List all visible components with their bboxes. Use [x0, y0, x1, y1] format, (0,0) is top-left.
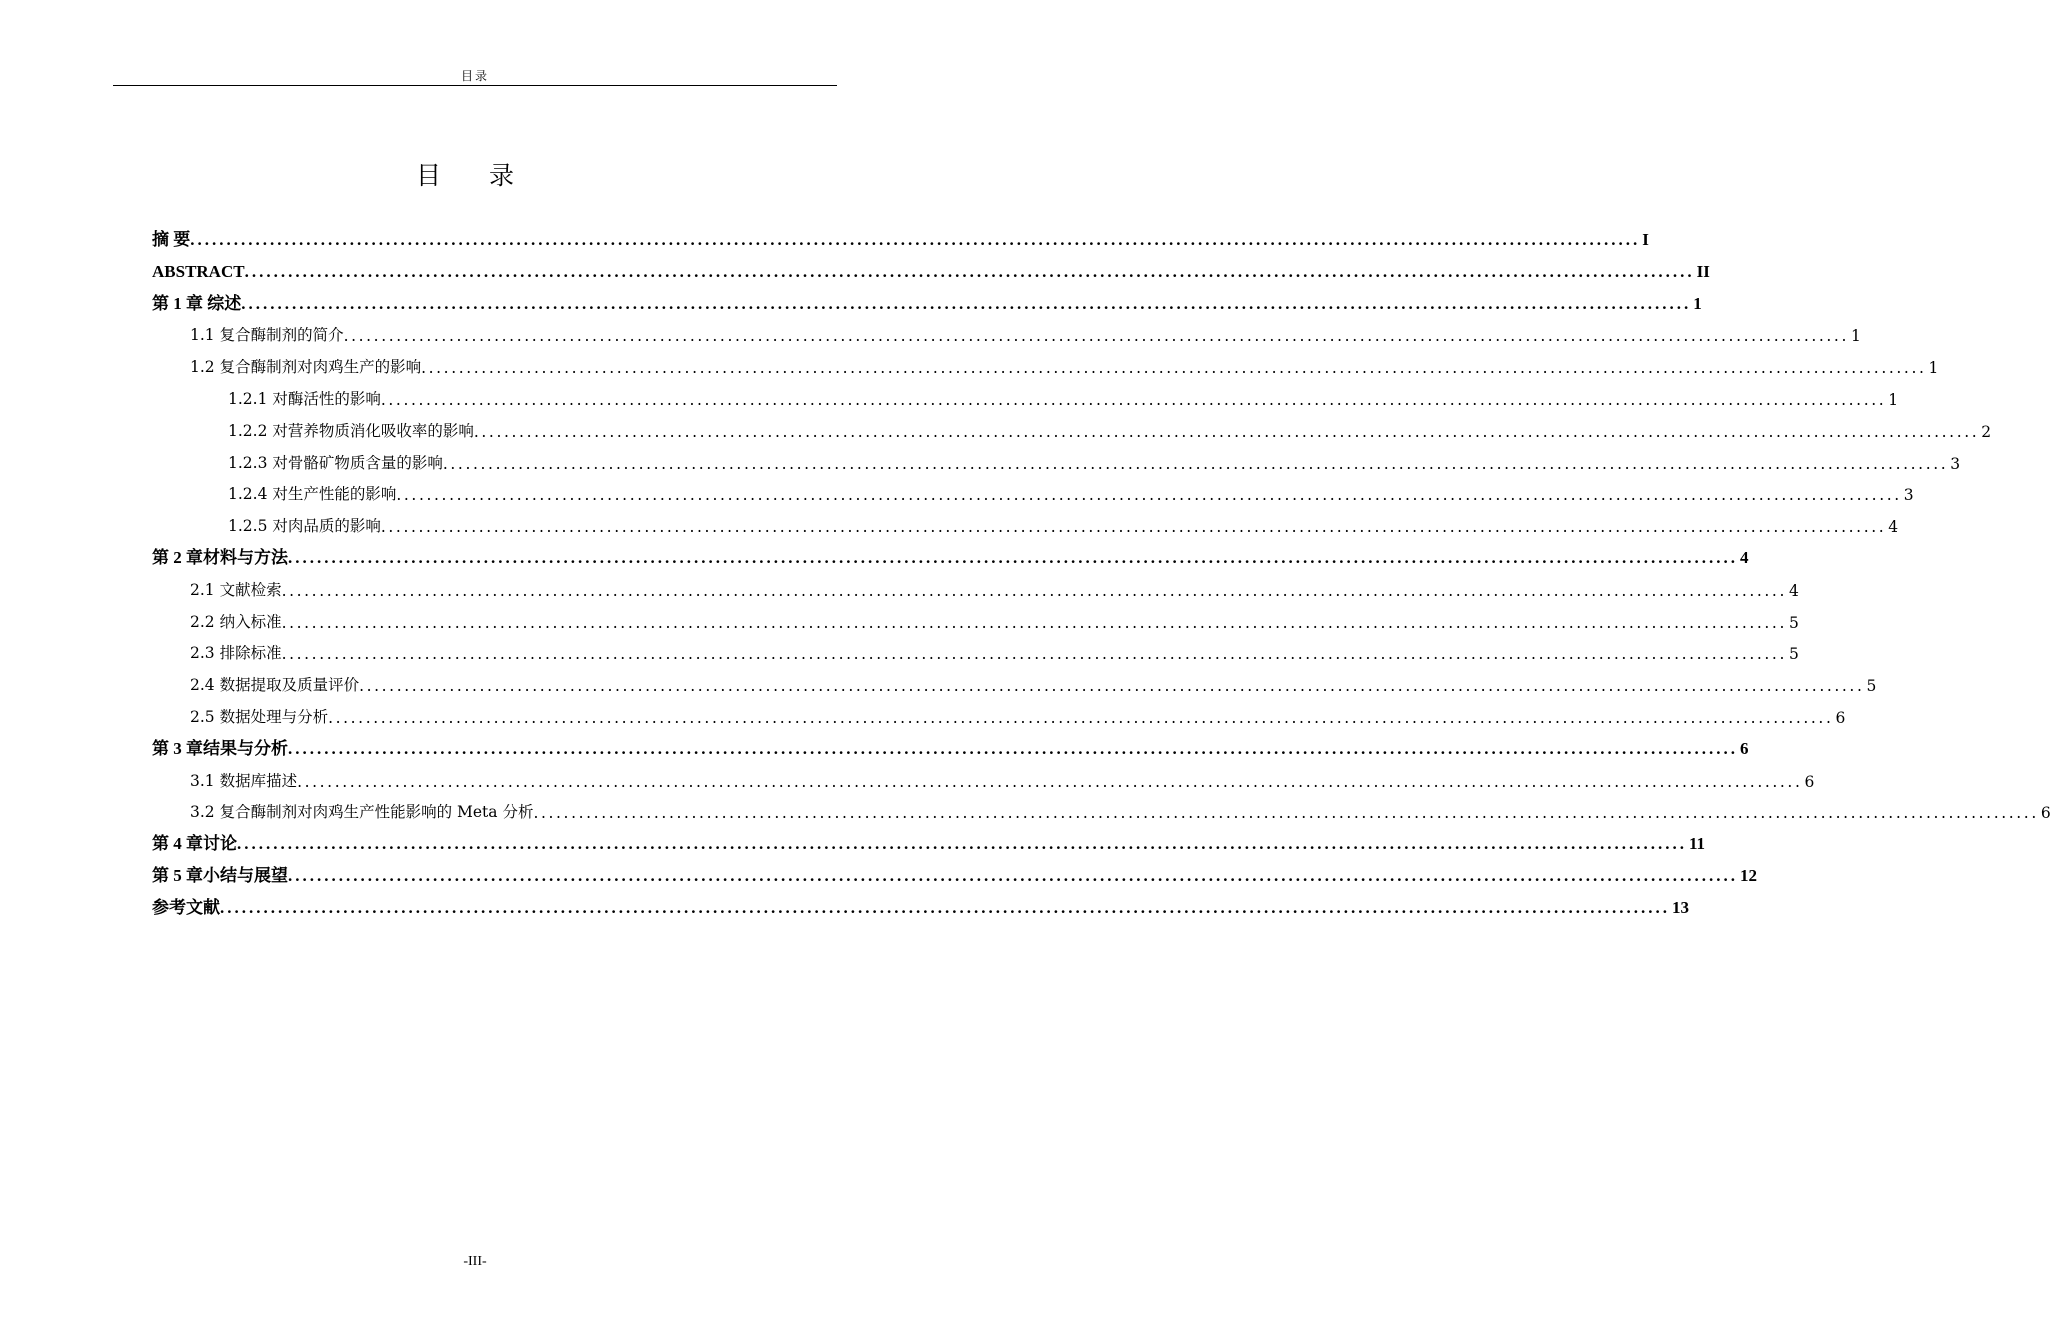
- toc-dot-leader: ........................................................................................................................................................................................................: [328, 709, 1834, 727]
- toc-entry[interactable]: [152, 572, 1799, 600]
- toc-entry-page-number: 5: [1866, 677, 1877, 696]
- toc-entry[interactable]: [152, 667, 1877, 696]
- toc-entry-label: 第 5 章小结与展望: [152, 866, 288, 885]
- toc-entry-label: 1.2.4 对生产性能的影响: [228, 485, 397, 504]
- toc-entry[interactable]: [152, 222, 1649, 250]
- toc-dot-leader: ........................................................................................................................................................................................................: [380, 391, 1887, 409]
- toc-entry[interactable]: [152, 254, 1710, 282]
- toc-entry-label: 2.4 数据提取及质量评价: [190, 676, 360, 695]
- toc-entry-page-number: 6: [1804, 772, 1815, 791]
- toc-entry-label: ABSTRACT: [152, 261, 245, 281]
- toc-entry-label: 2.2 纳入标准: [190, 612, 282, 631]
- toc-entry-page-number: 1: [1888, 391, 1899, 409]
- running-header: 目录: [113, 68, 837, 86]
- toc-title: 目 录: [416, 161, 534, 190]
- toc-dot-leader: ........................................................................................................................................................................................................: [297, 772, 1803, 791]
- toc-entry-page-number: 4: [1740, 548, 1749, 567]
- toc-entry-page-number: 1: [1693, 293, 1702, 313]
- toc-entry-label: 2.1 文献检索: [190, 580, 282, 599]
- toc-dot-leader: ........................................................................................................................................................................................................: [473, 422, 1980, 441]
- toc-entry[interactable]: [152, 286, 1702, 314]
- toc-entry-label: 第 4 章讨论: [152, 834, 237, 854]
- toc-entry-label: 1.2.3 对骨骼矿物质含量的影响: [228, 453, 443, 472]
- toc-entry-page-number: 3: [1903, 486, 1914, 505]
- toc-dot-leader: ........................................................................................................................................................................................................: [281, 613, 1787, 632]
- toc-dot-leader: ........................................................................................................................................................................................................: [380, 518, 1887, 537]
- toc-entry[interactable]: [152, 540, 1749, 568]
- toc-dot-leader: ........................................................................................................................................................................................................: [281, 645, 1787, 664]
- toc-entry[interactable]: [152, 731, 1749, 759]
- toc-entry-page-number: 6: [2040, 804, 2051, 823]
- toc-entry[interactable]: [152, 826, 1706, 854]
- toc-dot-leader: ........................................................................................................................................................................................................: [237, 834, 1687, 854]
- toc-entry-page-number: 6: [1740, 738, 1749, 758]
- toc-entry[interactable]: [152, 635, 1799, 664]
- toc-entry-label: 3.2 复合酶制剂对肉鸡生产性能影响的 Meta 分析: [190, 803, 534, 822]
- toc-entry-page-number: 12: [1740, 866, 1757, 885]
- toc-dot-leader: ........................................................................................................................................................................................................: [288, 738, 1738, 758]
- toc-entry-label: 1.1 复合酶制剂的简介: [190, 326, 344, 345]
- toc-entry-label: 1.2.5 对肉品质的影响: [228, 517, 381, 536]
- toc-entry-label: 1.2 复合酶制剂对肉鸡生产的影响: [190, 358, 422, 377]
- toc-entry[interactable]: [152, 794, 2051, 823]
- toc-entry[interactable]: [152, 858, 1757, 886]
- toc-entry[interactable]: [152, 445, 1961, 473]
- toc-entry-page-number: 1: [1850, 327, 1861, 346]
- toc-dot-leader: ........................................................................................................................................................................................................: [359, 677, 1865, 696]
- toc-entry[interactable]: [152, 381, 1899, 409]
- toc-dot-leader: ........................................................................................................................................................................................................: [288, 866, 1738, 885]
- toc-entry-label: 1.2.2 对营养物质消化吸收率的影响: [228, 421, 474, 440]
- toc-entry-page-number: 2: [1981, 422, 1992, 441]
- toc-entry-page-number: 5: [1788, 613, 1799, 632]
- toc-entry[interactable]: [152, 763, 1815, 791]
- toc-entry-page-number: 3: [1950, 454, 1961, 473]
- toc-dot-leader: ........................................................................................................................................................................................................: [288, 548, 1738, 567]
- toc-entry-page-number: 6: [1835, 709, 1846, 727]
- toc-entry-page-number: I: [1642, 230, 1649, 249]
- toc-dot-leader: ........................................................................................................................................................................................................: [281, 581, 1787, 600]
- toc-dot-leader: ........................................................................................................................................................................................................: [220, 897, 1670, 917]
- toc-entry-label: 参考文献: [152, 897, 220, 917]
- page-number: -III-: [463, 1254, 487, 1269]
- toc-entry[interactable]: [152, 476, 1914, 505]
- toc-dot-leader: ........................................................................................................................................................................................................: [241, 293, 1692, 313]
- toc-dot-leader: ........................................................................................................................................................................................................: [533, 804, 2039, 823]
- toc-entry[interactable]: [152, 413, 1992, 441]
- toc-entry-label: 第 1 章 综述: [152, 293, 242, 313]
- toc-entry-page-number: 11: [1689, 834, 1706, 854]
- toc-entry-page-number: 5: [1788, 645, 1799, 664]
- toc-entry[interactable]: [152, 604, 1799, 632]
- toc-dot-leader: ........................................................................................................................................................................................................: [442, 454, 1949, 473]
- toc-entry-label: 2.3 排除标准: [190, 644, 282, 663]
- toc-dot-leader: ........................................................................................................................................................................................................: [421, 359, 1927, 378]
- toc-dot-leader: ........................................................................................................................................................................................................: [343, 327, 1849, 346]
- toc-entry-label: 第 3 章结果与分析: [152, 738, 288, 758]
- toc-entry[interactable]: [152, 699, 1846, 727]
- toc-entry-page-number: II: [1696, 261, 1710, 281]
- toc-dot-leader: ........................................................................................................................................................................................................: [190, 230, 1641, 249]
- toc-entry[interactable]: [152, 508, 1899, 537]
- toc-entry-label: 2.5 数据处理与分析: [190, 708, 329, 726]
- toc-entry-page-number: 1: [1928, 359, 1939, 378]
- toc-dot-leader: ........................................................................................................................................................................................................: [244, 261, 1695, 281]
- toc-entry[interactable]: [152, 317, 1861, 346]
- toc-entry-label: 第 2 章材料与方法: [152, 548, 288, 567]
- toc-entry-label: 3.1 数据库描述: [190, 771, 298, 790]
- toc-entry[interactable]: [152, 349, 1939, 378]
- toc-entry-page-number: 4: [1888, 518, 1899, 537]
- toc-dot-leader: ........................................................................................................................................................................................................: [396, 486, 1902, 505]
- toc-entry-page-number: 4: [1788, 581, 1799, 600]
- toc-entry[interactable]: [152, 890, 1689, 918]
- toc-entry-page-number: 13: [1672, 897, 1689, 917]
- toc-entry-label: 1.2.1 对酶活性的影响: [228, 390, 381, 408]
- toc-entry-label: 摘 要: [152, 230, 191, 249]
